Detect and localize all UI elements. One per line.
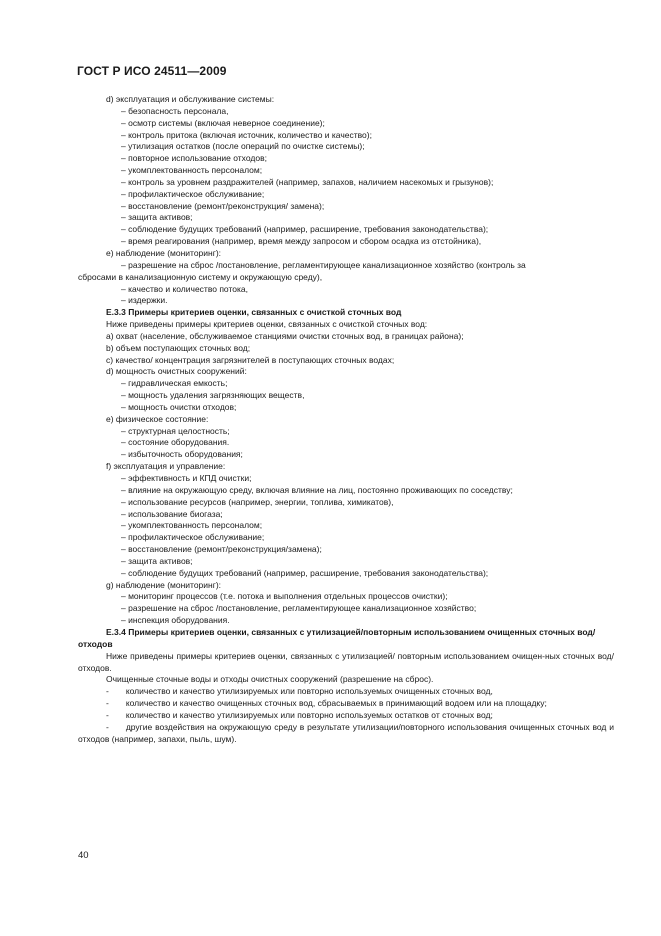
sub-list-item: – гидравлическая емкость;: [121, 378, 228, 389]
sub-list-item: – защита активов;: [121, 555, 193, 566]
sub-list-item: – повторное использование отходов;: [121, 153, 267, 164]
sub-list-item: – восстановление (ремонт/реконструкция/замена);: [121, 544, 322, 555]
sub-list-item: – защита активов;: [121, 212, 193, 223]
sub-list-item: – мощность удаления загрязняющих веществ,: [121, 390, 305, 401]
sub-list-item: – время реагирования (например, время между запросом и сбором осадка из отстойника),: [121, 236, 482, 247]
list-item: d) эксплуатация и обслуживание системы:: [106, 94, 275, 104]
sub-list-item: – избыточность оборудования;: [121, 449, 243, 460]
sub-list-item: – мощность очистки отходов;: [121, 401, 237, 412]
sub-list-item: – профилактическое обслуживание;: [121, 188, 265, 199]
sub-list-item: – эффективность и КПД очистки;: [121, 473, 252, 483]
sub-list-item: – мониторинг процессов (т.е. потока и выполнения отдельных процессов очистки);: [121, 591, 448, 602]
list-item: Ниже приведены примеры критериев оценки, связанных с очисткой сточных вод:: [106, 319, 428, 330]
sub-list-item: – безопасность персонала,: [121, 105, 229, 116]
document-body: [78, 94, 614, 745]
sub-list-item: – утилизация остатков (после операций по очистке системы);: [121, 141, 365, 152]
list-item: g) наблюдение (мониторинг):: [106, 579, 222, 590]
list-item: b) объем поступающих сточных вод;: [106, 342, 251, 353]
sub-list-item: – восстановление (ремонт/реконструкция/ замена);: [121, 200, 325, 211]
sub-list-item: – использование ресурсов (например, энергии, топлива, химикатов),: [121, 496, 394, 507]
sub-list-item: – качество и количество потока,: [121, 283, 248, 294]
dash-list-item: - количество и качество очищенных сточных вод, сбрасываемых в принимающий водоем или на площадку;: [106, 698, 547, 709]
sub-list-item: – разрешение на сброс /постановление, регламентирующее канализационное хозяйство;: [121, 603, 477, 614]
list-item: Очищенные сточные воды и отходы очистных сооружений (разрешение на сброс).: [106, 674, 434, 685]
list-item: d) мощность очистных сооружений:: [106, 366, 247, 377]
section-heading: Е.3.3 Примеры критериев оценки, связанных с очисткой сточных вод: [106, 307, 402, 318]
sub-list-item: – использование биогаза;: [121, 508, 223, 519]
continuation-line: сбросами в канализационную систему и окружающую среду),: [78, 271, 323, 282]
list-item: e) наблюдение (мониторинг):: [106, 247, 222, 258]
list-item: a) охват (население, обслуживаемое станциями очистки сточных вод, в границах района);: [106, 330, 464, 341]
paragraph: Ниже приведены примеры критериев оценки, связанных с утилизацией/ повторным использованием очищен-ных сточных вод/ отходов.: [78, 650, 614, 673]
standard-header: ГОСТ Р ИСО 24511—2009: [77, 64, 227, 78]
section-heading: Е.3.4 Примеры критериев оценки, связанных с утилизацией/повторным использованием очищенных сточных вод/отходов: [78, 626, 596, 649]
list-item: e) физическое состояние:: [106, 413, 209, 424]
sub-list-item: – влияние на окружающую среду, включая влияние на лиц, постоянно проживающих по соседству;: [121, 484, 513, 495]
sub-list-item: – издержки.: [121, 295, 168, 306]
sub-list-item: – контроль притока (включая источник, количество и качество);: [121, 129, 372, 140]
list-item: c) качество/ концентрация загрязнителей в поступающих сточных водах;: [106, 354, 395, 365]
dash-list-item: - другие воздействия на окружающую среду в результате утилизации/повторного использования очищенных сточных вод и отходов (например, запахи, пыль, шум).: [78, 721, 614, 744]
sub-list-item: – укомплектованность персоналом;: [121, 520, 263, 531]
dash-list-item: - количество и качество утилизируемых или повторно используемых очищенных сточных вод,: [106, 686, 493, 697]
list-item: f) эксплуатация и управление:: [106, 461, 226, 472]
sub-list-item: – разрешение на сброс /постановление, регламентирующее канализационное хозяйство (контроль за: [121, 259, 526, 270]
sub-list-item: – профилактическое обслуживание;: [121, 532, 265, 543]
sub-list-item: – соблюдение будущих требований (например, расширение, требования законодательства);: [121, 224, 489, 235]
sub-list-item: – соблюдение будущих требований (например, расширение, требования законодательства);: [121, 567, 489, 578]
dash-list-item: - количество и качество утилизируемых или повторно используемых остатков от сточных вод;: [106, 709, 493, 720]
sub-list-item: – укомплектованность персоналом;: [121, 165, 263, 176]
sub-list-item: – осмотр системы (включая неверное соединение);: [121, 117, 325, 128]
sub-list-item: – инспекция оборудования.: [121, 615, 230, 626]
page-number: 40: [78, 850, 89, 861]
sub-list-item: – состояние оборудования.: [121, 437, 230, 448]
sub-list-item: – контроль за уровнем раздражителей (например, запахов, наличием насекомых и грызунов);: [121, 176, 494, 187]
sub-list-item: – структурная целостность;: [121, 425, 230, 436]
